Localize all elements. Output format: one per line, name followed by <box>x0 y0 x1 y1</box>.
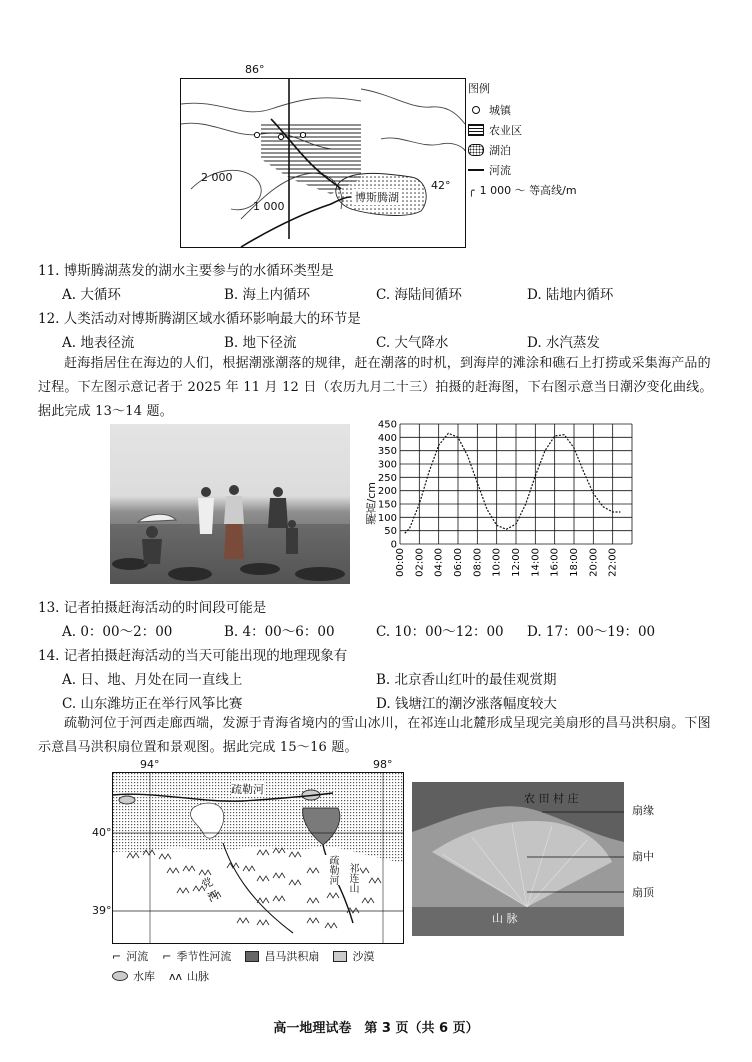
legend-town: 城镇 <box>468 100 608 120</box>
tide-ytick-label: 300 <box>377 459 397 471</box>
legend-contour: ╭ 1 000 ～ 等高线/m <box>468 183 577 197</box>
mountain-symbol <box>289 852 301 857</box>
mountain-symbol <box>257 876 269 881</box>
reservoir-symbol-icon <box>112 971 128 981</box>
tide-ytick-label: 150 <box>377 499 397 511</box>
tide-xtick-label: 16:00 <box>549 548 561 577</box>
passage-tide: 赶海指居住在海边的人们，根据潮涨潮落的规律，赶在潮落的时机，到海岸的滩涂和礁石上打捞或采集海产品的过程。下左图示意记者于 2025 年 11 月 12 日（农历九月二十三）拍摄的赶海图，下右图示意当日潮汐变化曲线。据此完成 13～14 题。 <box>38 356 713 419</box>
mountain-symbol <box>307 898 319 903</box>
lake-label: 博斯腾湖 <box>355 191 399 204</box>
q14-option-a[interactable]: A. 日、地、月处在同一直线上 <box>62 672 243 688</box>
tide-ytick-label: 400 <box>377 432 397 444</box>
agri-hatch-icon <box>468 124 484 136</box>
mountain-symbol <box>159 854 171 859</box>
tide-ytick-label: 200 <box>377 486 397 498</box>
lon-98-label: 98° <box>373 758 393 771</box>
changma-map <box>112 772 404 944</box>
mountain-symbol <box>273 873 285 878</box>
tide-ytick-label: 250 <box>377 472 397 484</box>
tide-series-line <box>405 433 621 533</box>
q13-option-a[interactable]: A. 0：00～2：00 <box>62 624 173 640</box>
tide-xtick-label: 04:00 <box>433 548 445 577</box>
desert-symbol-icon <box>333 951 347 962</box>
legend-seasonal-river: ⌐ 季节性河流 <box>162 949 232 963</box>
tide-xtick-label: 02:00 <box>414 548 426 577</box>
fan-edge-label: 扇缘 <box>632 804 654 817</box>
q14-option-d[interactable]: D. 钱塘江的潮汐涨落幅度较大 <box>376 696 557 712</box>
contour-line-icon: ╭ <box>468 183 475 197</box>
tide-xtick-label: 10:00 <box>491 548 503 577</box>
bosten-map <box>180 63 466 248</box>
mountain-symbol <box>369 878 381 883</box>
tide-xtick-label: 06:00 <box>453 548 464 577</box>
mountain-symbol <box>177 888 189 893</box>
q11-option-d[interactable]: D. 陆地内循环 <box>527 287 614 303</box>
q14-stem: 14. 记者拍摄赶海活动的当天可能出现的地理现象有 <box>38 648 348 664</box>
lon-86-label: 86° <box>245 63 265 76</box>
fan-middle-label: 扇中 <box>632 850 654 863</box>
mountain-symbol <box>167 868 179 873</box>
legend-agri: 农业区 <box>468 120 608 140</box>
legend-mountain: ʌʌ 山脉 <box>169 969 210 983</box>
lat-39-label: 39° <box>92 904 112 917</box>
river-symbol-icon: ⌐ <box>112 949 122 963</box>
bosten-map-svg <box>181 79 465 247</box>
q11-option-c[interactable]: C. 海陆间循环 <box>376 287 462 303</box>
legend-reservoir: 水库 <box>112 968 155 984</box>
shule-river-label: 疏勒河 <box>231 783 264 796</box>
tide-ytick-label: 450 <box>377 419 397 431</box>
legend-desert: 沙漠 <box>333 948 374 964</box>
contour-2000-label: 2 000 <box>201 171 233 184</box>
legend-river: 河流 <box>468 160 608 180</box>
mountain-symbol <box>257 850 269 855</box>
town-dot-icon <box>472 106 480 114</box>
q11-option-b[interactable]: B. 海上内循环 <box>224 287 311 303</box>
lake-dots-icon <box>468 144 484 156</box>
tide-xtick-label: 18:00 <box>569 548 580 577</box>
fan-symbol-icon <box>245 951 259 962</box>
q13-stem: 13. 记者拍摄赶海活动的时间段可能是 <box>38 600 267 616</box>
legend-lake: 湖泊 <box>468 140 608 160</box>
mountain-symbol <box>273 896 285 901</box>
mountain-symbol <box>327 893 339 898</box>
tide-ytick-label: 100 <box>377 512 397 524</box>
passage-alluvial-fan: 疏勒河位于河西走廊西端，发源于青海省境内的雪山冰川，在祁连山北麓形成呈现完美扇形的昌马洪积扇。下图示意昌马洪积扇位置和景观图。据此完成 15～16 题。 <box>38 716 711 755</box>
q13-option-b[interactable]: B. 4：00～6：00 <box>224 624 335 640</box>
alluvial-fan-photo <box>412 782 624 936</box>
beachcombing-photo <box>110 424 350 584</box>
mountain-symbol <box>325 923 337 928</box>
q14-option-b[interactable]: B. 北京香山红叶的最佳观赏期 <box>376 672 557 688</box>
tide-xtick-label: 12:00 <box>511 548 522 577</box>
river-line-icon <box>468 169 484 171</box>
mountain-symbol <box>307 918 319 923</box>
mountain-range-label: 山 脉 <box>492 912 518 925</box>
tide-chart <box>360 418 660 598</box>
q11-option-a[interactable]: A. 大循环 <box>62 287 121 303</box>
q12-option-c[interactable]: C. 大气降水 <box>376 335 449 351</box>
dang-river-label: 党 河 <box>198 875 221 904</box>
mountain-symbol <box>362 898 374 903</box>
q12-option-b[interactable]: B. 地下径流 <box>224 335 297 351</box>
q12-option-a[interactable]: A. 地表径流 <box>62 335 135 351</box>
tide-ytick-label: 0 <box>390 539 397 551</box>
changma-map-svg <box>113 773 403 943</box>
mountain-symbol <box>289 880 301 885</box>
tide-ytick-label: 50 <box>384 526 397 538</box>
tide-xtick-label: 00:00 <box>395 548 406 577</box>
lat-42-label: 42° <box>431 179 451 192</box>
mountain-symbol <box>237 918 249 923</box>
legend-title: 图例 <box>468 82 490 95</box>
legend-river2: ⌐ 河流 <box>112 949 149 963</box>
changma-legend <box>112 948 532 984</box>
contour-1000-label: 1 000 <box>253 200 285 213</box>
lon-94-label: 94° <box>140 758 160 771</box>
tide-xtick-label: 20:00 <box>588 548 600 577</box>
page-footer: 高一地理试卷 第 3 页（共 6 页） <box>273 1021 479 1036</box>
shule-vertical-label: 疏勒河 <box>327 855 338 885</box>
q11-stem: 11. 博斯腾湖蒸发的湖水主要参与的水循环类型是 <box>38 263 334 279</box>
seasonal-river-symbol-icon: ⌐ <box>162 949 172 963</box>
alluvial-fan-photo-svg <box>412 782 624 936</box>
lat-40-label: 40° <box>92 826 112 839</box>
legend-fan: 昌马洪积扇 <box>245 948 319 964</box>
tide-xtick-label: 08:00 <box>472 548 484 577</box>
tide-ytick-label: 350 <box>377 446 397 458</box>
farm-village-label: 农 田 村 庄 <box>524 792 579 805</box>
mountain-symbol <box>127 853 139 858</box>
q13-option-d[interactable]: D. 17：00～19：00 <box>527 624 656 640</box>
q14-option-c[interactable]: C. 山东潍坊正在举行风筝比赛 <box>62 696 243 712</box>
mountain-symbol-icon: ʌʌ <box>169 969 183 983</box>
mountain-symbol <box>257 920 269 925</box>
q12-option-d[interactable]: D. 水汽蒸发 <box>527 335 600 351</box>
qilian-label: 祁连山 <box>347 863 358 893</box>
mountain-symbol <box>243 866 255 871</box>
tide-ylabel: 潮高/cm <box>365 482 378 525</box>
bosten-legend <box>468 80 608 200</box>
beachcombing-photo-svg <box>110 424 350 584</box>
fan-apex-label: 扇顶 <box>632 886 654 899</box>
q13-option-c[interactable]: C. 10：00～12：00 <box>376 624 504 640</box>
tide-chart-svg <box>360 418 660 598</box>
mountain-symbol <box>183 866 195 871</box>
tide-xtick-label: 22:00 <box>607 548 619 577</box>
mountain-symbol <box>307 868 319 873</box>
q12-stem: 12. 人类活动对博斯腾湖区域水循环影响最大的环节是 <box>38 311 361 327</box>
tide-xtick-label: 14:00 <box>530 548 542 577</box>
